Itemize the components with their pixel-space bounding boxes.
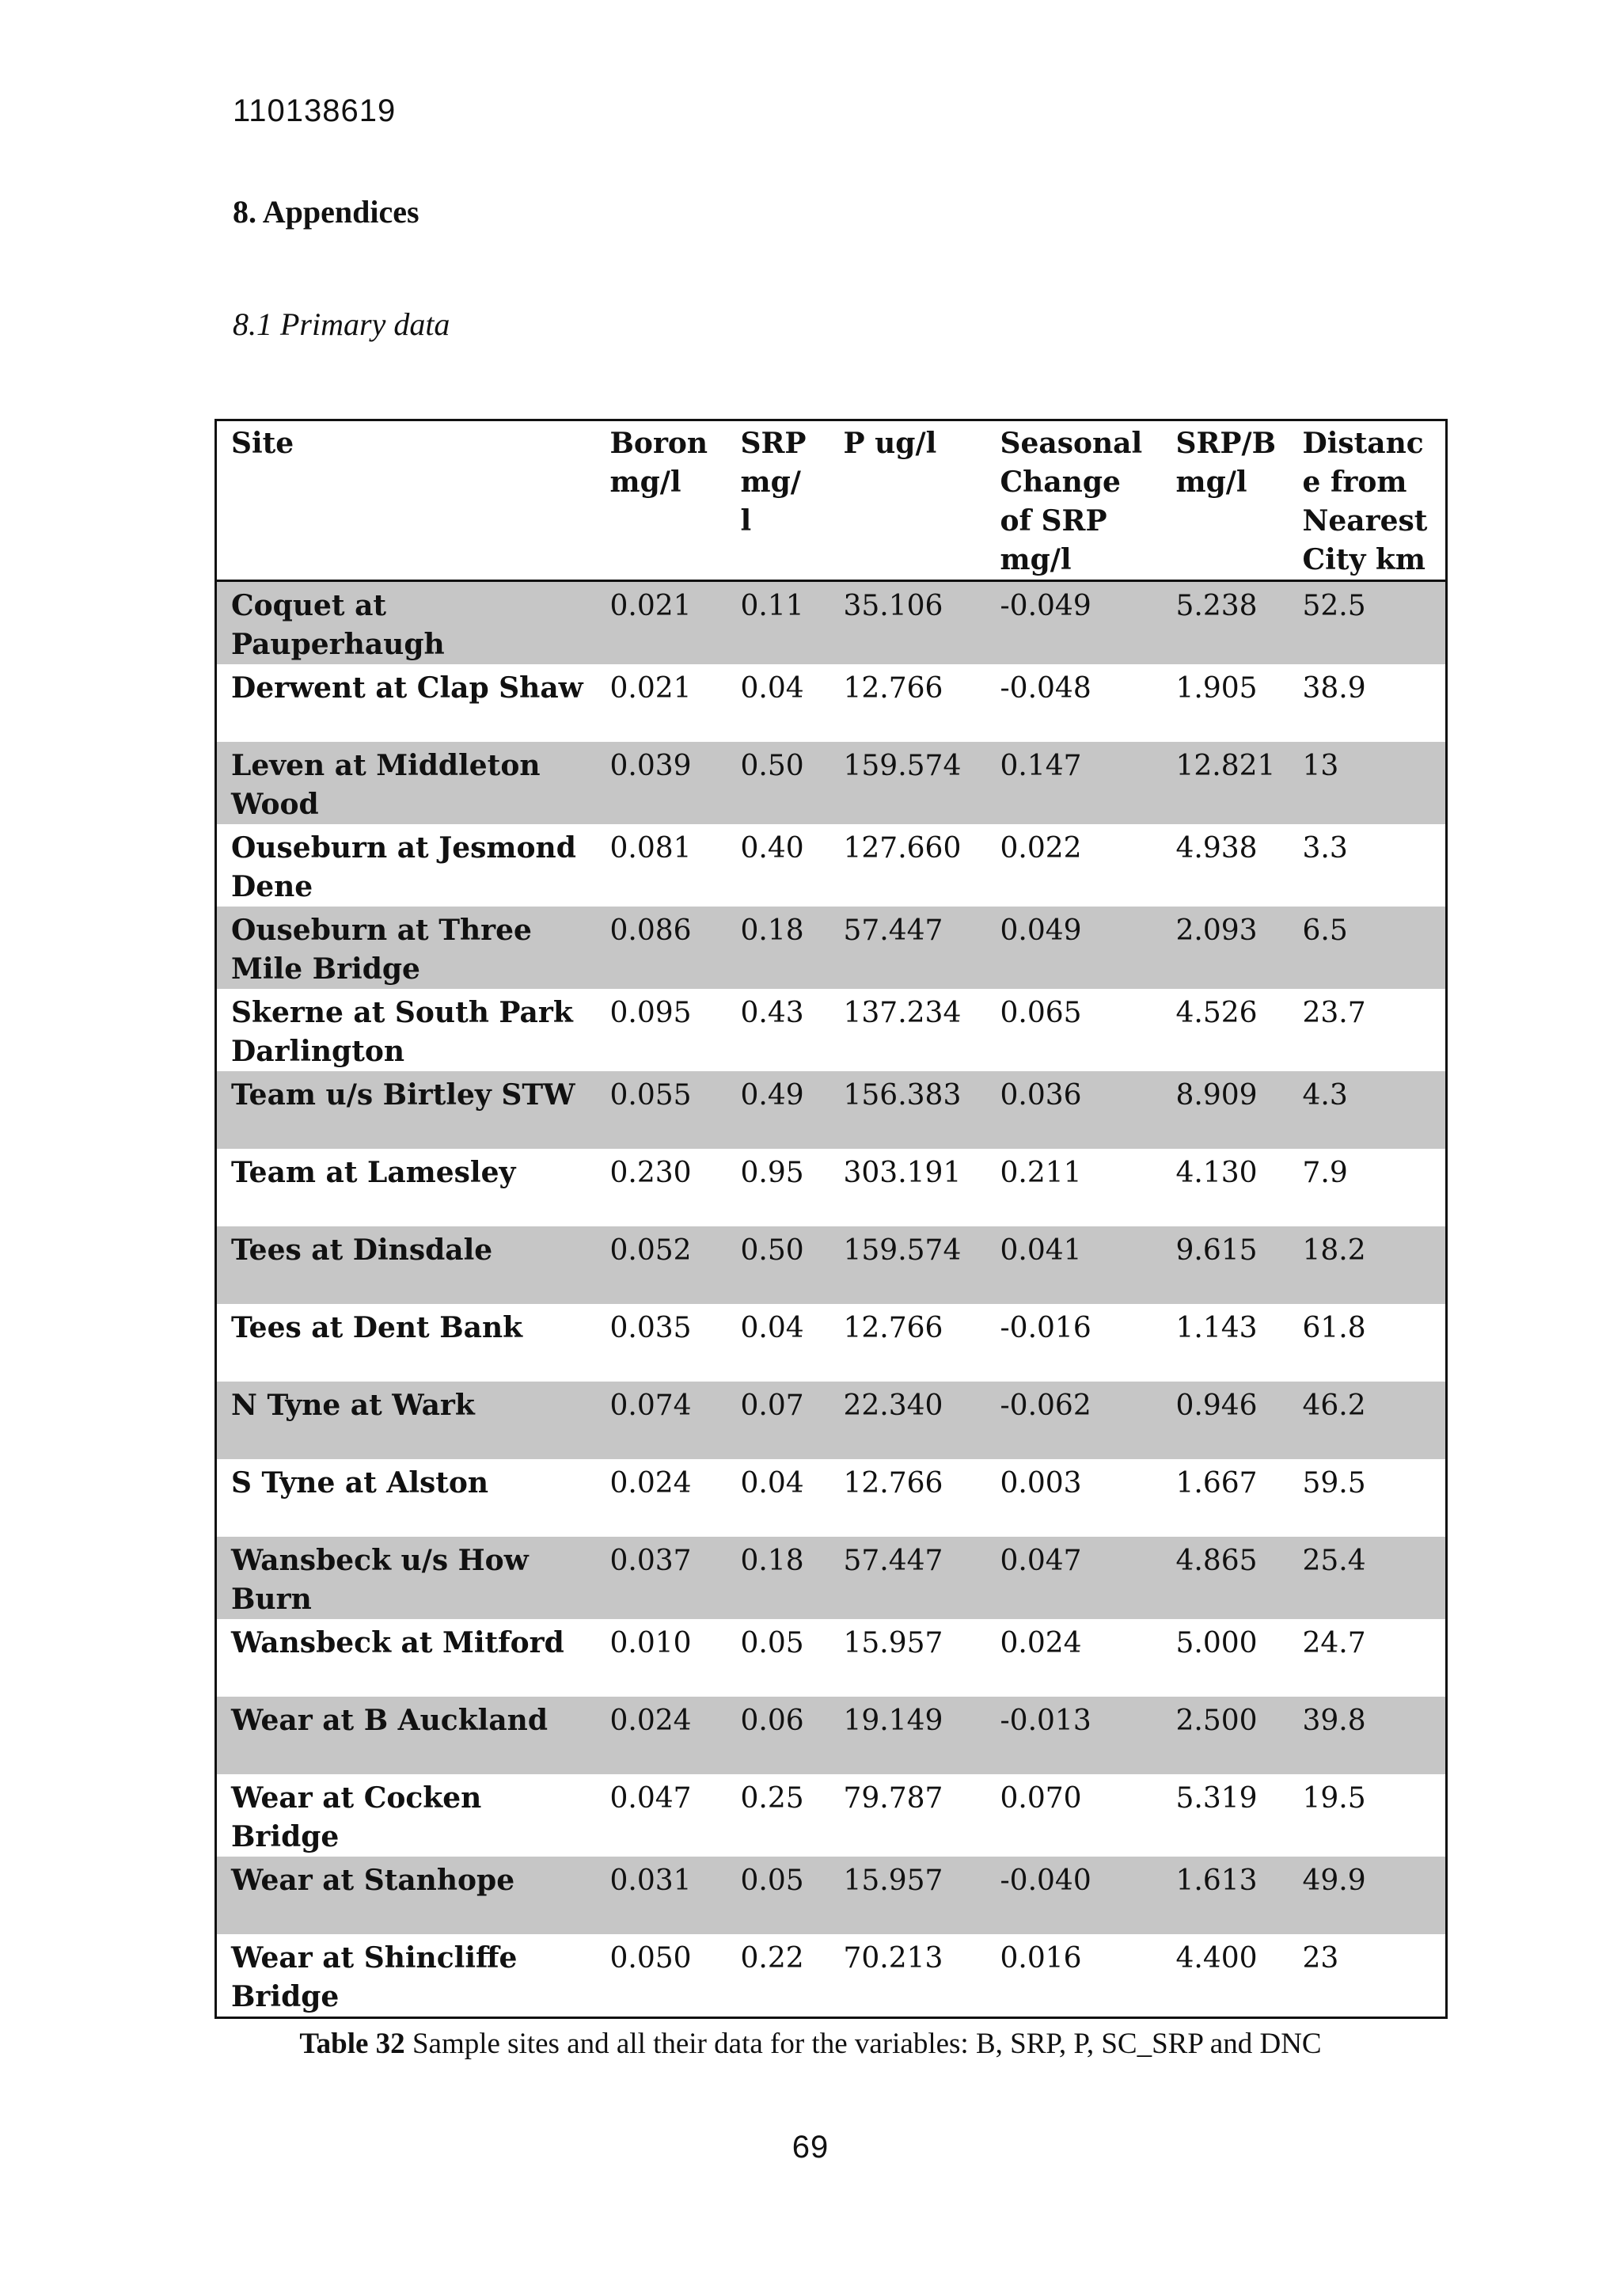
column-header	[596, 420, 727, 581]
column-header-line: Distanc	[1302, 427, 1424, 460]
table-row	[216, 1934, 1447, 2018]
value-cell: 4.130	[1175, 1157, 1258, 1189]
value-cell: 19.5	[1302, 1782, 1366, 1815]
value-cell: 1.143	[1175, 1312, 1258, 1344]
table-row	[216, 1304, 1447, 1382]
table-header-row	[216, 420, 1447, 581]
value-cell: 4.3	[1289, 1071, 1447, 1149]
column-header-line: SRP	[740, 427, 807, 460]
table-header	[216, 420, 1447, 581]
site-name-cell: N Tyne at Wark	[216, 1382, 596, 1459]
value-cell: 0.081	[609, 832, 692, 865]
value-cell: 0.50	[727, 1226, 829, 1304]
value-cell: 0.065	[1000, 997, 1082, 1029]
table-row	[216, 989, 1447, 1071]
value-cell: 0.010	[609, 1627, 692, 1659]
value-cell: 0.036	[986, 1071, 1162, 1149]
site-name-cell: Derwent at Clap Shaw	[231, 671, 583, 705]
value-cell: 137.234	[843, 997, 962, 1029]
column-header	[216, 420, 596, 581]
table-row	[216, 1382, 1447, 1459]
value-cell: 0.052	[596, 1226, 727, 1304]
value-cell: 15.957	[843, 1627, 943, 1659]
value-cell: 0.211	[1000, 1157, 1082, 1189]
table-row	[216, 742, 1447, 824]
value-cell: 0.070	[1000, 1782, 1082, 1815]
table-row	[216, 1071, 1447, 1149]
value-cell: 0.04	[740, 1312, 804, 1344]
value-cell: 22.340	[829, 1382, 986, 1459]
site-name-cell: Wear at Cocken Bridge	[231, 1781, 482, 1853]
value-cell: 23	[1302, 1942, 1339, 1975]
site-name-cell: Skerne at South Park Darlington	[231, 996, 573, 1068]
value-cell: 0.055	[596, 1071, 727, 1149]
site-name-cell: Wear at Stanhope	[216, 1857, 596, 1934]
column-header-line: e from	[1302, 466, 1407, 499]
site-name-cell: S Tyne at Alston	[231, 1466, 489, 1500]
caption-text: Sample sites and all their data for the variables: B, SRP, P, SC_SRP and DNC	[404, 2028, 1322, 2060]
value-cell: -0.016	[1000, 1312, 1091, 1344]
value-cell: 0.039	[596, 742, 727, 824]
value-cell: 61.8	[1302, 1312, 1366, 1344]
value-cell: 19.149	[829, 1697, 986, 1774]
value-cell: 5.238	[1162, 581, 1289, 665]
value-cell: 0.074	[596, 1382, 727, 1459]
site-name-cell: Tees at Dinsdale	[216, 1226, 596, 1304]
value-cell: 0.037	[596, 1537, 727, 1619]
value-cell: 6.5	[1289, 907, 1447, 989]
value-cell: 24.7	[1302, 1627, 1366, 1659]
value-cell: 57.447	[829, 1537, 986, 1619]
value-cell: 13	[1289, 742, 1447, 824]
table-row	[216, 664, 1447, 742]
value-cell: 0.024	[609, 1467, 692, 1500]
value-cell: 0.024	[596, 1697, 727, 1774]
value-cell: 39.8	[1289, 1697, 1447, 1774]
value-cell: 0.047	[986, 1537, 1162, 1619]
value-cell: -0.048	[1000, 672, 1091, 705]
table-row	[216, 1619, 1447, 1697]
page-number: 69	[792, 2130, 829, 2165]
value-cell: 12.766	[843, 1467, 943, 1500]
value-cell: 4.526	[1175, 997, 1258, 1029]
value-cell: 70.213	[843, 1942, 943, 1975]
value-cell: 52.5	[1289, 581, 1447, 665]
column-header	[986, 420, 1162, 581]
column-header-line: Change	[1000, 466, 1121, 499]
table-row	[216, 1459, 1447, 1537]
value-cell: 0.016	[1000, 1942, 1082, 1975]
table-row	[216, 824, 1447, 907]
site-name-cell: Ouseburn at Jesmond Dene	[231, 831, 576, 903]
value-cell: 38.9	[1302, 672, 1366, 705]
value-cell: 3.3	[1302, 832, 1348, 865]
value-cell: 0.06	[727, 1697, 829, 1774]
value-cell: 59.5	[1302, 1467, 1366, 1500]
value-cell: 0.031	[596, 1857, 727, 1934]
site-name-cell: Wear at Shincliffe Bridge	[231, 1941, 518, 2013]
table-row	[216, 1857, 1447, 1934]
value-cell: 0.18	[727, 907, 829, 989]
value-cell: 0.11	[727, 581, 829, 665]
value-cell: 0.021	[609, 672, 692, 705]
value-cell: 156.383	[829, 1071, 986, 1149]
value-cell: 25.4	[1289, 1537, 1447, 1619]
column-header-line: Site	[231, 427, 294, 460]
value-cell: 159.574	[829, 1226, 986, 1304]
column-header-line: mg/	[740, 466, 801, 499]
table-row	[216, 1537, 1447, 1619]
value-cell: 2.093	[1162, 907, 1289, 989]
value-cell: 0.086	[596, 907, 727, 989]
value-cell: 0.50	[727, 742, 829, 824]
value-cell: 0.05	[727, 1857, 829, 1934]
value-cell: 7.9	[1302, 1157, 1348, 1189]
value-cell: 0.18	[727, 1537, 829, 1619]
value-cell: 0.25	[740, 1782, 804, 1815]
column-header-line: l	[740, 504, 752, 538]
value-cell: 0.07	[727, 1382, 829, 1459]
site-name-cell: Leven at Middleton Wood	[216, 742, 596, 824]
value-cell: 0.230	[609, 1157, 692, 1189]
value-cell: 9.615	[1162, 1226, 1289, 1304]
site-name-cell: Ouseburn at Three Mile Bridge	[216, 907, 596, 989]
value-cell: 1.667	[1175, 1467, 1258, 1500]
value-cell: -0.049	[986, 581, 1162, 665]
value-cell: 12.766	[843, 672, 943, 705]
value-cell: 0.40	[740, 832, 804, 865]
site-name-cell: Coquet at Pauperhaugh	[216, 581, 596, 665]
value-cell: 0.946	[1162, 1382, 1289, 1459]
column-header-line: Nearest	[1302, 504, 1428, 538]
column-header	[1289, 420, 1447, 581]
document-id: 110138619	[233, 93, 397, 128]
site-name-cell: Wear at B Auckland	[216, 1697, 596, 1774]
value-cell: 0.050	[609, 1942, 692, 1975]
table-row	[216, 1226, 1447, 1304]
value-cell: 0.147	[986, 742, 1162, 824]
value-cell: 0.003	[1000, 1467, 1082, 1500]
column-header	[727, 420, 829, 581]
table-row	[216, 1697, 1447, 1774]
value-cell: 5.319	[1175, 1782, 1258, 1815]
value-cell: 0.22	[740, 1942, 804, 1975]
value-cell: 0.43	[740, 997, 804, 1029]
site-name-cell: Wansbeck u/s How Burn	[216, 1537, 596, 1619]
table-row	[216, 1149, 1447, 1226]
value-cell: 12.821	[1162, 742, 1289, 824]
value-cell: 4.938	[1175, 832, 1258, 865]
table-row	[216, 907, 1447, 989]
column-header-line: of SRP	[1000, 504, 1107, 538]
value-cell: 12.766	[843, 1312, 943, 1344]
value-cell: 1.905	[1175, 672, 1258, 705]
site-name-cell: Team at Lamesley	[231, 1156, 516, 1189]
value-cell: 0.021	[596, 581, 727, 665]
value-cell: 18.2	[1289, 1226, 1447, 1304]
column-header-line: SRP/B	[1175, 427, 1277, 460]
value-cell: 1.613	[1162, 1857, 1289, 1934]
site-name-cell: Team u/s Birtley STW	[216, 1071, 596, 1149]
site-name-cell: Tees at Dent Bank	[231, 1311, 523, 1344]
value-cell: 15.957	[829, 1857, 986, 1934]
value-cell: 0.095	[609, 997, 692, 1029]
value-cell: 0.049	[986, 907, 1162, 989]
value-cell: 8.909	[1162, 1071, 1289, 1149]
value-cell: 0.022	[1000, 832, 1082, 865]
value-cell: 0.04	[740, 672, 804, 705]
column-header-line: City km	[1302, 543, 1425, 576]
column-header-line: mg/l	[609, 466, 681, 499]
value-cell: -0.040	[986, 1857, 1162, 1934]
column-header-line: P ug/l	[843, 427, 937, 460]
value-cell: 35.106	[829, 581, 986, 665]
column-header-line: mg/l	[1000, 543, 1072, 576]
table-body	[216, 581, 1447, 2018]
value-cell: 0.05	[740, 1627, 804, 1659]
column-header-line: Boron	[609, 427, 708, 460]
site-name-cell: Wansbeck at Mitford	[231, 1626, 564, 1659]
value-cell: 303.191	[843, 1157, 962, 1189]
table-caption	[0, 2027, 1621, 2061]
value-cell: 23.7	[1302, 997, 1366, 1029]
value-cell: 0.04	[740, 1467, 804, 1500]
value-cell: 79.787	[843, 1782, 943, 1815]
value-cell: 0.047	[609, 1782, 692, 1815]
caption-label: Table 32	[299, 2028, 405, 2060]
value-cell: 0.041	[986, 1226, 1162, 1304]
value-cell: -0.062	[986, 1382, 1162, 1459]
column-header-line: mg/l	[1175, 466, 1247, 499]
value-cell: 2.500	[1162, 1697, 1289, 1774]
primary-data-table	[214, 419, 1448, 2019]
value-cell: 127.660	[843, 832, 962, 865]
subsection-title: 8.1 Primary data	[233, 306, 450, 342]
section-title: 8. Appendices	[233, 194, 419, 230]
value-cell: 0.035	[609, 1312, 692, 1344]
value-cell: 5.000	[1175, 1627, 1258, 1659]
value-cell: 4.865	[1162, 1537, 1289, 1619]
value-cell: 0.024	[1000, 1627, 1082, 1659]
value-cell: 0.49	[727, 1071, 829, 1149]
value-cell: 0.95	[740, 1157, 804, 1189]
value-cell: -0.013	[986, 1697, 1162, 1774]
value-cell: 49.9	[1289, 1857, 1447, 1934]
value-cell: 159.574	[829, 742, 986, 824]
table-row	[216, 581, 1447, 665]
value-cell: 57.447	[829, 907, 986, 989]
column-header	[1162, 420, 1289, 581]
value-cell: 4.400	[1175, 1942, 1258, 1975]
column-header	[829, 420, 986, 581]
table-row	[216, 1774, 1447, 1857]
value-cell: 46.2	[1289, 1382, 1447, 1459]
column-header-line: Seasonal	[1000, 427, 1143, 460]
